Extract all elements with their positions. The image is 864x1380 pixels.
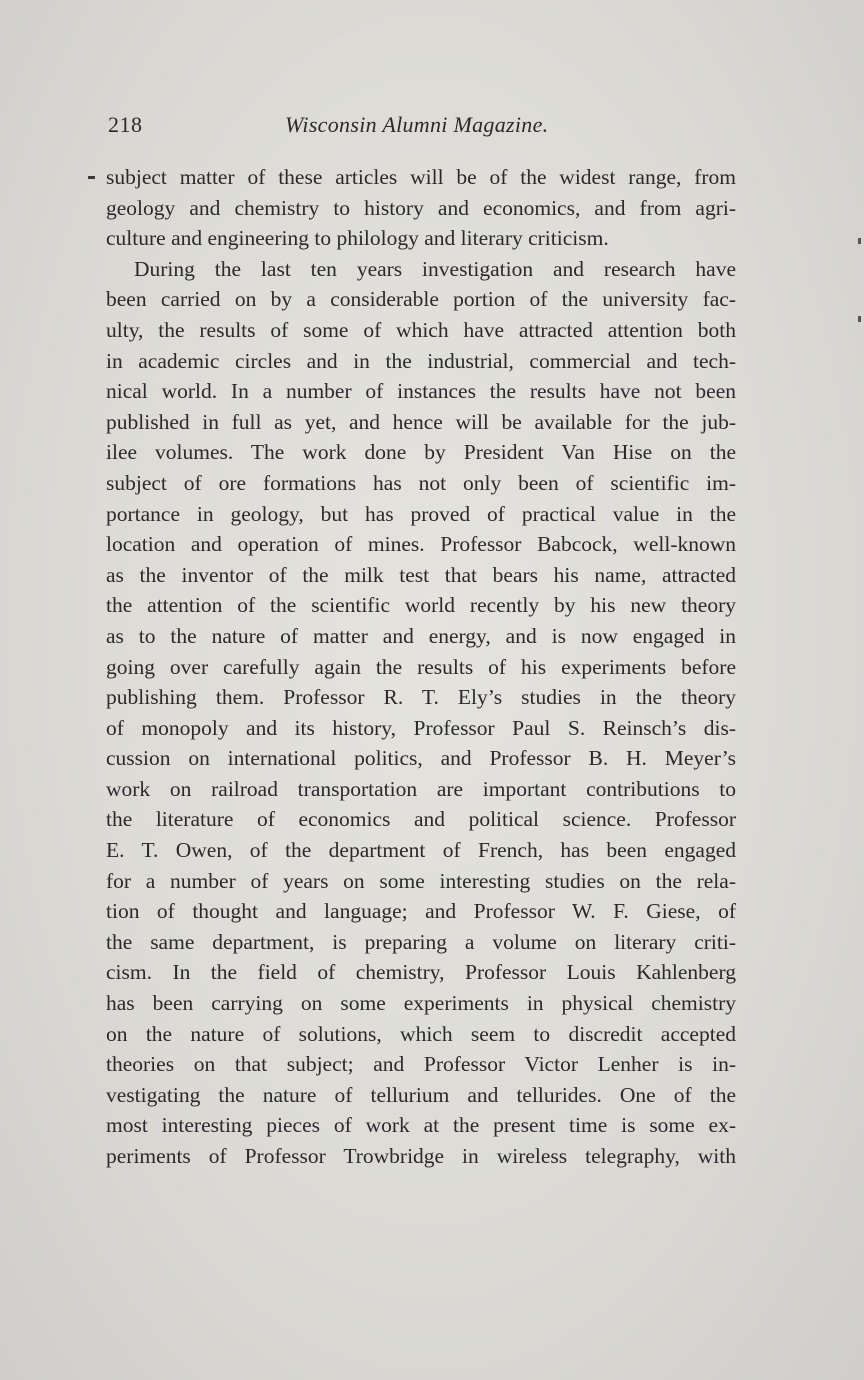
text-line: been carried on by a considerable portion of the university fac- — [106, 287, 736, 312]
page-header — [108, 112, 736, 144]
body-text — [106, 162, 736, 1172]
text-line: vestigating the nature of tellurium and tellurides. One of the — [106, 1082, 736, 1107]
text-line: on the nature of solutions, which seem to discredit accepted — [106, 1021, 736, 1046]
text-line: going over carefully again the results of his experiments before — [106, 654, 736, 679]
text-line: E. T. Owen, of the department of French, has been engaged — [106, 838, 736, 863]
text-line: for a number of years on some interesting studies on the rela- — [106, 868, 736, 893]
text-line: work on railroad transportation are important contributions to — [106, 776, 736, 801]
text-line: cism. In the field of chemistry, Professor Louis Kahlenberg — [106, 960, 736, 985]
text-line: periments of Professor Trowbridge in wireless telegraphy, with — [106, 1144, 736, 1168]
text-line: nical world. In a number of instances the results have not been — [106, 379, 736, 404]
edge-mark — [858, 238, 861, 244]
text-line: publishing them. Professor R. T. Ely’s studies in the theory — [106, 685, 736, 710]
text-line: geology and chemistry to history and economics, and from agri- — [106, 195, 736, 220]
text-line: most interesting pieces of work at the present time is some ex- — [106, 1113, 736, 1138]
text-line: in academic circles and in the industrial, commercial and tech- — [106, 348, 736, 373]
running-title: Wisconsin Alumni Magazine. — [285, 112, 549, 137]
text-line: tion of thought and language; and Professor W. F. Giese, of — [106, 899, 736, 924]
text-line: subject of ore formations has not only been of scientific im- — [106, 470, 736, 495]
text-line: as to the nature of matter and energy, and is now engaged in — [106, 623, 736, 648]
text-line: the literature of economics and political science. Professor — [106, 807, 736, 832]
text-line: subject matter of these articles will be of the widest range, from — [106, 165, 736, 189]
text-line: the same department, is preparing a volume on literary criti- — [106, 929, 736, 954]
text-line: portance in geology, but has proved of practical value in the — [106, 501, 736, 526]
text-line: theories on that subject; and Professor Victor Lenher is in- — [106, 1052, 736, 1077]
text-line: the attention of the scientific world recently by his new theory — [106, 593, 736, 618]
edge-mark — [858, 316, 861, 322]
text-line: published in full as yet, and hence will be available for the jub- — [106, 409, 736, 434]
margin-mark — [88, 176, 95, 179]
text-line: ulty, the results of some of which have attracted attention both — [106, 317, 736, 342]
text-line: ilee volumes. The work done by President Van Hise on the — [106, 440, 736, 465]
page-number: 218 — [108, 112, 143, 137]
text-line: has been carrying on some experiments in physical chemistry — [106, 991, 736, 1016]
paragraph-start-line: During the last ten years investigation and research have — [134, 256, 736, 281]
text-line: cussion on international politics, and Professor B. H. Meyer’s — [106, 746, 736, 771]
text-line: location and operation of mines. Professor Babcock, well-known — [106, 532, 736, 557]
text-line: culture and engineering to philology and literary criticism. — [106, 226, 609, 251]
text-line: of monopoly and its history, Professor Paul S. Reinsch’s dis- — [106, 715, 736, 740]
text-line: as the inventor of the milk test that bears his name, attracted — [106, 562, 736, 587]
